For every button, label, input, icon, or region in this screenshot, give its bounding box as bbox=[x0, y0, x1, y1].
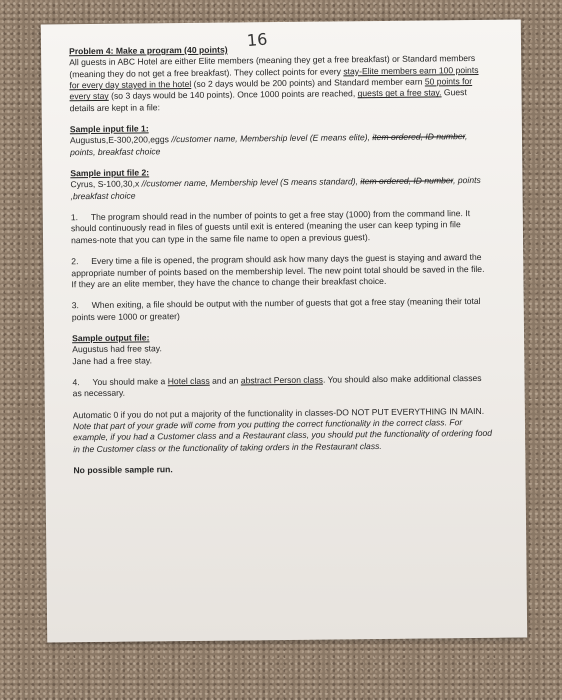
output-line-2: Jane had a free stay. bbox=[72, 354, 152, 366]
intro-text-3: (so 3 days would be 140 points). Once 1000 points are reached, bbox=[108, 88, 358, 102]
sample2-comment: //customer name, Membership level (S means standard), bbox=[141, 176, 361, 189]
requirement-4-text-b: and an bbox=[209, 375, 241, 386]
sample1-comment: //customer name, Membership level (E means elite), bbox=[171, 132, 373, 145]
output-line-1: Augustus had free stay. bbox=[72, 343, 162, 355]
requirement-2 bbox=[71, 252, 491, 290]
requirement-4-text-c: . You should also make additional classes as necessary. bbox=[72, 372, 482, 399]
sample-input-1 bbox=[70, 120, 490, 158]
handwritten-grade: 16 bbox=[246, 29, 269, 51]
sample1-data: Augustus,E-300,200,eggs bbox=[69, 134, 172, 146]
requirement-4-number: 4. bbox=[72, 377, 80, 388]
sample2-data: Cyrus, S-100,30,x bbox=[70, 178, 142, 190]
intro-underline-3: guests get a free stay. bbox=[357, 87, 442, 99]
requirement-3-text: When exiting, a file should be output with the number of guests that got a free stay (meaning their total points were 1000 or greater) bbox=[71, 296, 481, 322]
requirement-2-text: Every time a file is opened, the program should ask how many days the guest is staying and award the appropriate number of points based on the membership level. The new point total should be saved in the file. If they are an elite member, they have the chance to change their breakfast choice. bbox=[71, 252, 485, 290]
intro-text-4: Guest details are kept in a file: bbox=[69, 87, 467, 113]
sample-input-2 bbox=[70, 164, 490, 202]
intro-underline-1: stay-Elite members earn 100 points for every day stayed in the hotel bbox=[69, 64, 479, 91]
requirement-1-text: The program should read in the number of points to get a free stay (1000) from the command line. It should continuously read in files of guests until exit is entered (meaning the user can keep typing in file names-note that you can type in the same file name to open a previous guest). bbox=[70, 208, 471, 246]
requirement-4-text-a: You should make a bbox=[92, 376, 168, 387]
sample1-tail: , points, breakfast choice bbox=[70, 131, 468, 157]
automatic-plain: Automatic 0 if you do not put a majority of the functionality in classes-DO NOT PUT EVERYTHING IN MAIN. bbox=[72, 405, 485, 420]
intro-text-2: (so 2 days would be 200 points) and Standard member earn bbox=[191, 76, 425, 89]
problem-title: Problem 4: Make a program (40 points) bbox=[69, 44, 228, 57]
problem-text bbox=[69, 42, 494, 487]
paper-sheet bbox=[41, 20, 527, 643]
automatic-italic: Note that part of your grade will come from you putting the correct functionality in the correct class. For example, if you had a Customer class and a Restaurant class, you should put the functionality of ordering food in the Customer class or the functionality of taking orders in the Restaurant class. bbox=[72, 417, 493, 454]
requirement-1 bbox=[71, 208, 491, 246]
automatic-zero-note bbox=[73, 405, 493, 455]
hotel-class-text: Hotel class bbox=[167, 375, 210, 387]
requirement-2-number: 2. bbox=[71, 256, 79, 267]
intro-underline-2: 50 points for every stay bbox=[69, 76, 473, 102]
sample1-heading: Sample input file 1: bbox=[69, 123, 149, 135]
sample1-struck: item ordered, ID number bbox=[372, 131, 466, 143]
person-class-text: abstract Person class bbox=[240, 374, 323, 386]
requirement-4 bbox=[72, 373, 492, 400]
requirement-3 bbox=[72, 296, 492, 323]
footer-note: No possible sample run. bbox=[73, 464, 173, 476]
sample2-struck: item ordered, ID number bbox=[360, 175, 454, 187]
requirement-3-number: 3. bbox=[71, 300, 79, 311]
intro-text-1: All guests in ABC Hotel are either Elite members (meaning they get a free breakfast) or Standard members (meaning they do not get a free breakfast). They collect points for every bbox=[69, 53, 476, 79]
sample2-heading: Sample input file 2: bbox=[70, 167, 150, 179]
sample-output bbox=[72, 329, 492, 367]
problem-title-block bbox=[69, 42, 490, 114]
output-heading: Sample output file: bbox=[72, 332, 150, 344]
requirement-1-number: 1. bbox=[70, 212, 79, 223]
sample2-tail: , points ,breakfast choice bbox=[70, 175, 481, 202]
